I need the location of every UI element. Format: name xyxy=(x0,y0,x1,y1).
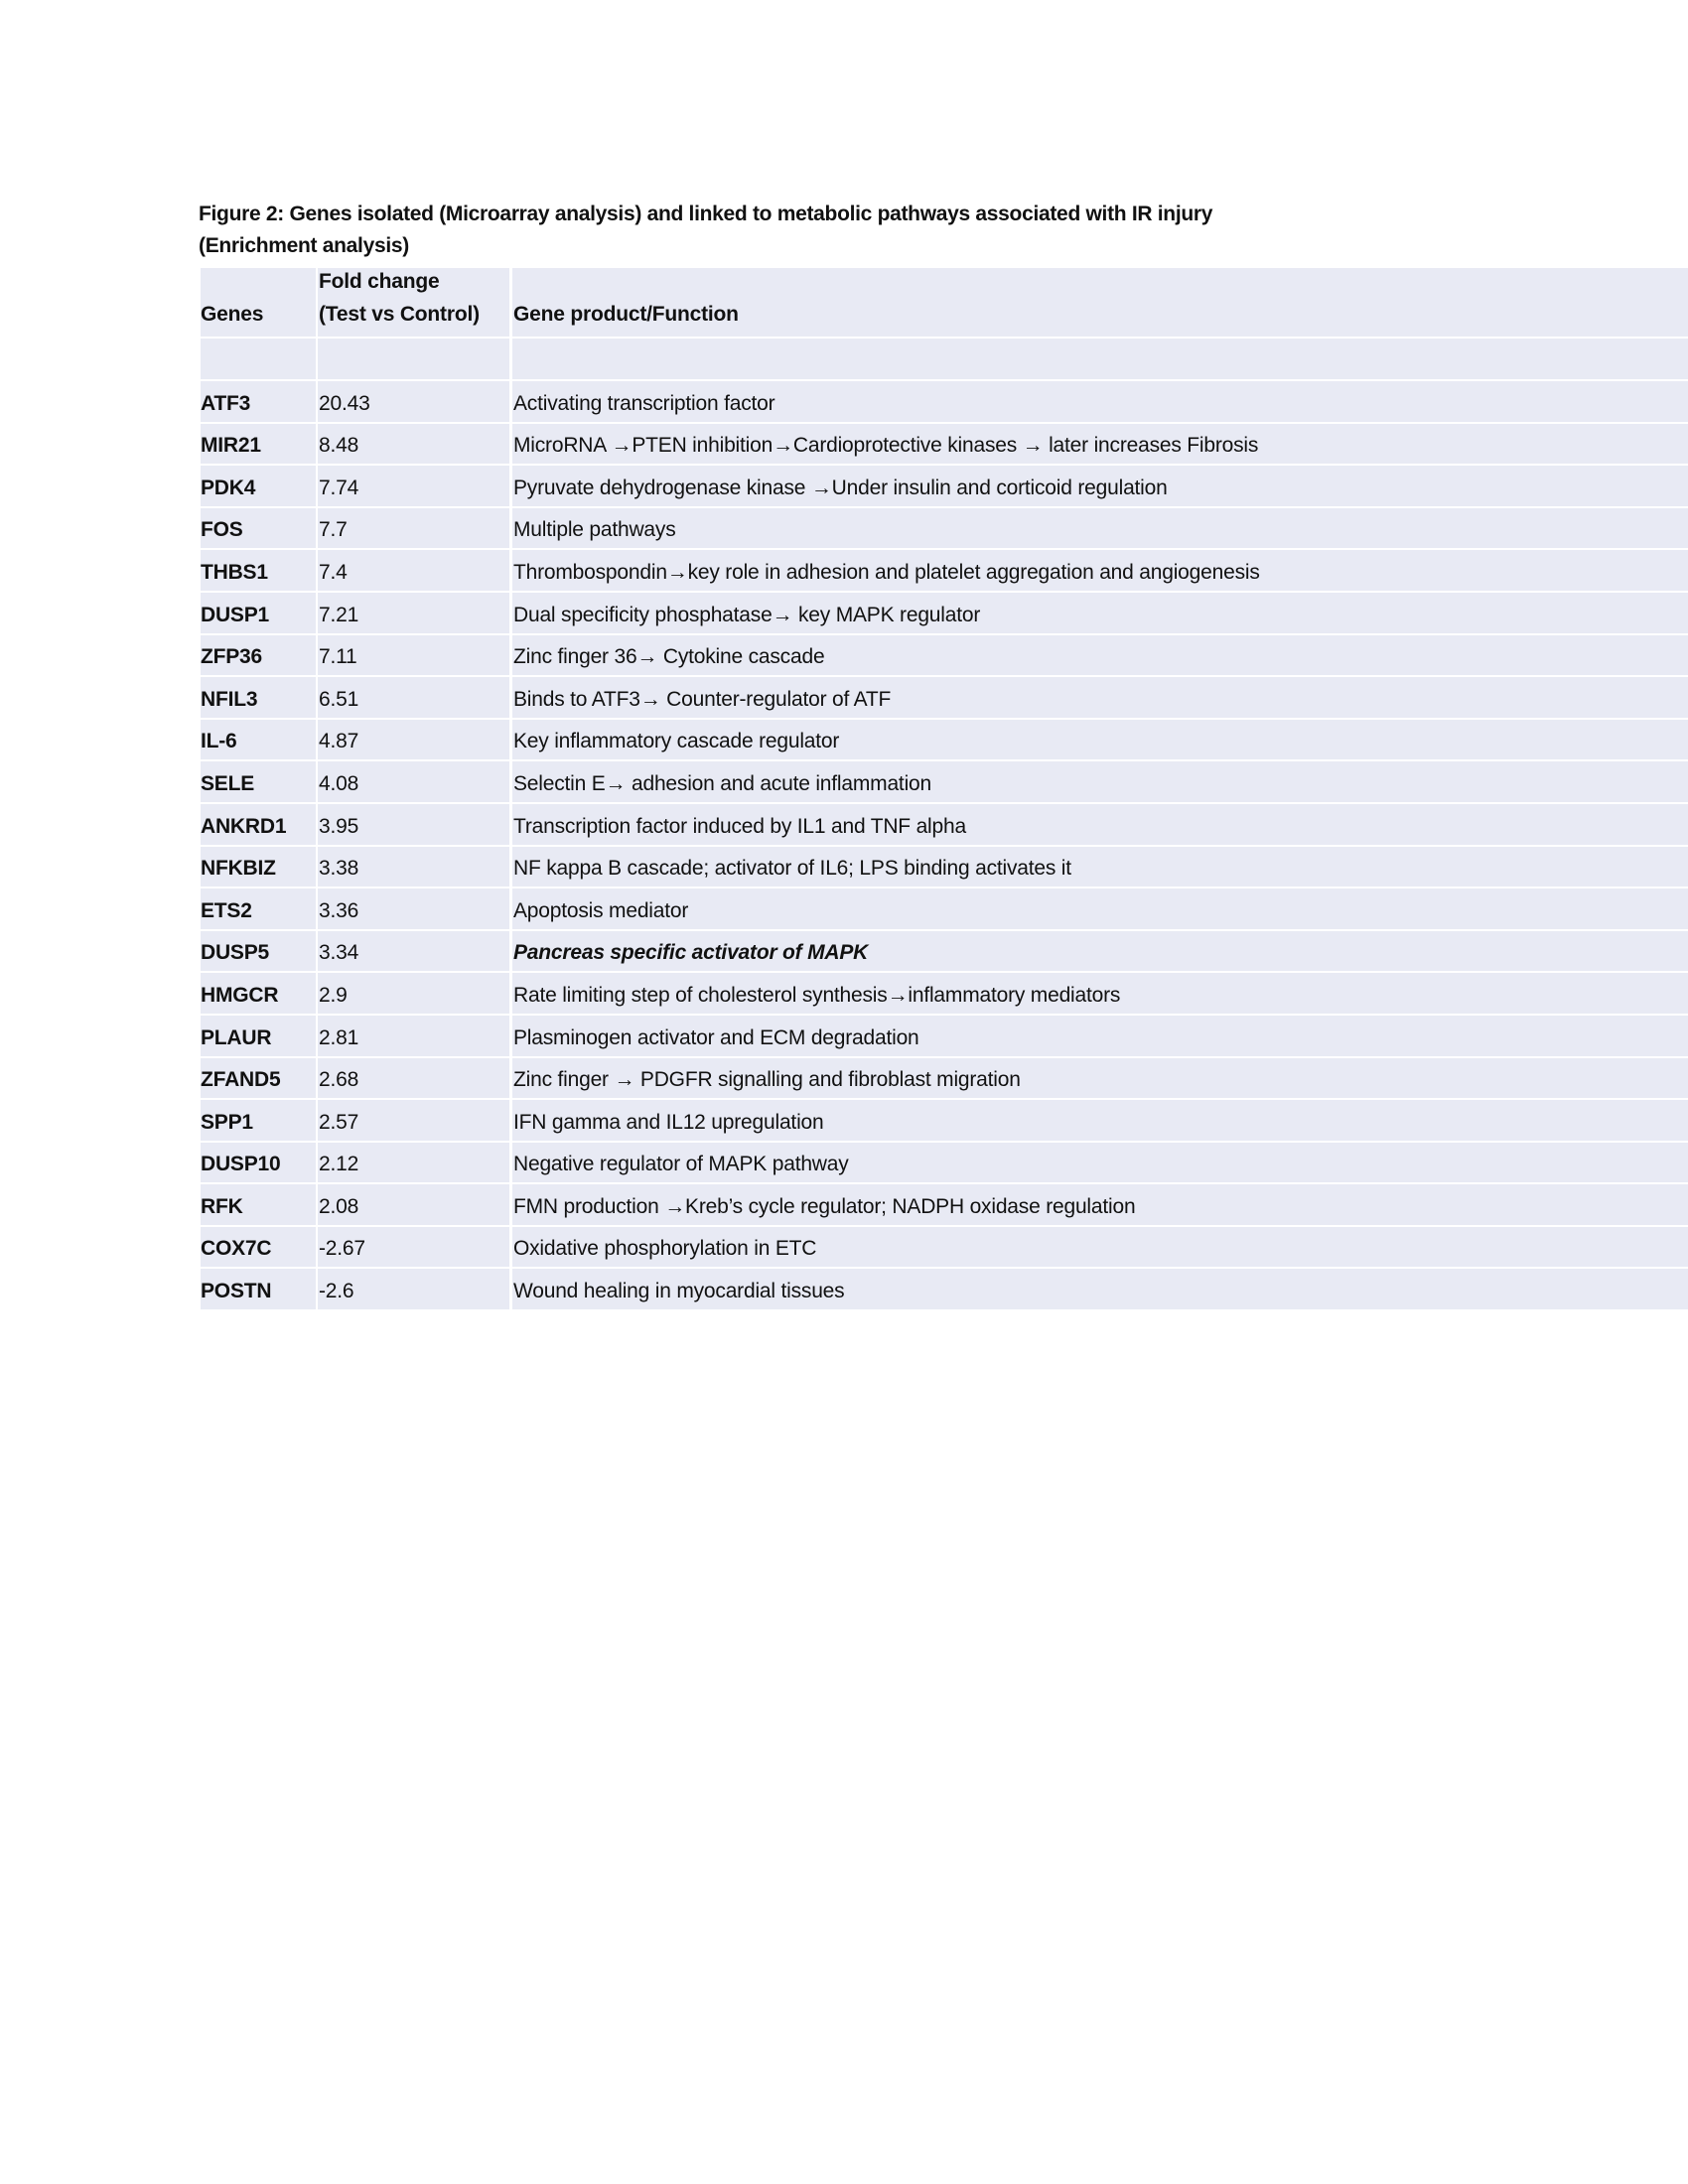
fold-change-cell: -2.6 xyxy=(318,1269,509,1309)
table-row xyxy=(201,1269,1688,1309)
figure-title xyxy=(199,199,1638,262)
function-cell: Rate limiting step of cholesterol synthesis→inflammatory mediators xyxy=(512,973,1688,1014)
function-cell: Zinc finger → PDGFR signalling and fibroblast migration xyxy=(512,1058,1688,1099)
table-row xyxy=(201,931,1688,972)
table-row xyxy=(201,804,1688,845)
table-row xyxy=(201,635,1688,676)
gene-cell: POSTN xyxy=(201,1269,316,1309)
header-function: Gene product/Function xyxy=(512,268,1688,337)
fold-change-cell: 3.34 xyxy=(318,931,509,972)
table-header-row xyxy=(201,268,1688,337)
table-row xyxy=(201,424,1688,465)
function-cell: Zinc finger 36→ Cytokine cascade xyxy=(512,635,1688,676)
header-fold-line1: Fold change xyxy=(319,270,440,293)
gene-cell: COX7C xyxy=(201,1227,316,1268)
gene-cell: DUSP5 xyxy=(201,931,316,972)
fold-change-cell: -2.67 xyxy=(318,1227,509,1268)
table-row xyxy=(201,593,1688,633)
table-row xyxy=(201,381,1688,422)
function-cell: Multiple pathways xyxy=(512,508,1688,549)
function-cell: Key inflammatory cascade regulator xyxy=(512,720,1688,760)
gene-cell: ETS2 xyxy=(201,888,316,929)
function-cell: Negative regulator of MAPK pathway xyxy=(512,1143,1688,1183)
fold-change-cell: 2.57 xyxy=(318,1100,509,1141)
fold-change-cell: 2.08 xyxy=(318,1184,509,1225)
fold-change-cell: 4.87 xyxy=(318,720,509,760)
fold-change-cell: 7.7 xyxy=(318,508,509,549)
gene-cell: FOS xyxy=(201,508,316,549)
function-cell: Oxidative phosphorylation in ETC xyxy=(512,1227,1688,1268)
gene-cell: PDK4 xyxy=(201,466,316,506)
gene-cell: ZFAND5 xyxy=(201,1058,316,1099)
gene-cell: SELE xyxy=(201,761,316,802)
figure-title-line2: (Enrichment analysis) xyxy=(199,234,409,257)
fold-change-cell: 4.08 xyxy=(318,761,509,802)
table-empty-row xyxy=(201,339,1688,379)
fold-change-cell: 8.48 xyxy=(318,424,509,465)
function-cell: Dual specificity phosphatase→ key MAPK regulator xyxy=(512,593,1688,633)
gene-cell: DUSP10 xyxy=(201,1143,316,1183)
empty-cell xyxy=(512,339,1688,379)
header-genes: Genes xyxy=(201,268,316,337)
table-body xyxy=(201,381,1688,1309)
fold-change-cell: 7.74 xyxy=(318,466,509,506)
fold-change-cell: 7.11 xyxy=(318,635,509,676)
table-row xyxy=(201,508,1688,549)
function-cell: IFN gamma and IL12 upregulation xyxy=(512,1100,1688,1141)
gene-cell: PLAUR xyxy=(201,1016,316,1056)
header-fold-line2: (Test vs Control) xyxy=(319,303,480,326)
gene-cell: ZFP36 xyxy=(201,635,316,676)
fold-change-cell: 2.81 xyxy=(318,1016,509,1056)
table-row xyxy=(201,1227,1688,1268)
gene-cell: THBS1 xyxy=(201,550,316,591)
table-row xyxy=(201,677,1688,718)
function-cell: Pancreas specific activator of MAPK xyxy=(512,931,1688,972)
function-cell: Pyruvate dehydrogenase kinase →Under insulin and corticoid regulation xyxy=(512,466,1688,506)
table-row xyxy=(201,466,1688,506)
header-fold-change xyxy=(318,268,509,337)
empty-cell xyxy=(201,339,316,379)
table-row xyxy=(201,888,1688,929)
gene-cell: DUSP1 xyxy=(201,593,316,633)
fold-change-cell: 2.12 xyxy=(318,1143,509,1183)
gene-cell: ATF3 xyxy=(201,381,316,422)
table-row xyxy=(201,1100,1688,1141)
table-row xyxy=(201,973,1688,1014)
fold-change-cell: 3.38 xyxy=(318,847,509,887)
function-cell: Binds to ATF3→ Counter-regulator of ATF xyxy=(512,677,1688,718)
table-row xyxy=(201,550,1688,591)
table-row xyxy=(201,847,1688,887)
table-row xyxy=(201,761,1688,802)
gene-cell: IL-6 xyxy=(201,720,316,760)
table-row xyxy=(201,720,1688,760)
function-cell: Plasminogen activator and ECM degradation xyxy=(512,1016,1688,1056)
function-cell: NF kappa B cascade; activator of IL6; LPS binding activates it xyxy=(512,847,1688,887)
function-cell: MicroRNA →PTEN inhibition→Cardioprotective kinases → later increases Fibrosis xyxy=(512,424,1688,465)
table-row xyxy=(201,1016,1688,1056)
fold-change-cell: 3.36 xyxy=(318,888,509,929)
figure-title-line1: Figure 2: Genes isolated (Microarray analysis) and linked to metabolic pathways associated with IR injury xyxy=(199,203,1213,225)
fold-change-cell: 7.21 xyxy=(318,593,509,633)
gene-cell: NFKBIZ xyxy=(201,847,316,887)
gene-cell: MIR21 xyxy=(201,424,316,465)
fold-change-cell: 2.9 xyxy=(318,973,509,1014)
genes-table xyxy=(201,268,1688,1311)
gene-cell: HMGCR xyxy=(201,973,316,1014)
gene-cell: RFK xyxy=(201,1184,316,1225)
table-row xyxy=(201,1143,1688,1183)
fold-change-cell: 3.95 xyxy=(318,804,509,845)
function-cell: FMN production →Kreb’s cycle regulator; NADPH oxidase regulation xyxy=(512,1184,1688,1225)
empty-cell xyxy=(318,339,509,379)
fold-change-cell: 2.68 xyxy=(318,1058,509,1099)
function-cell: Wound healing in myocardial tissues xyxy=(512,1269,1688,1309)
fold-change-cell: 6.51 xyxy=(318,677,509,718)
table-row xyxy=(201,1058,1688,1099)
gene-cell: SPP1 xyxy=(201,1100,316,1141)
function-cell: Thrombospondin→key role in adhesion and platelet aggregation and angiogenesis xyxy=(512,550,1688,591)
fold-change-cell: 7.4 xyxy=(318,550,509,591)
gene-cell: ANKRD1 xyxy=(201,804,316,845)
function-cell: Apoptosis mediator xyxy=(512,888,1688,929)
gene-cell: NFIL3 xyxy=(201,677,316,718)
table-row xyxy=(201,1184,1688,1225)
fold-change-cell: 20.43 xyxy=(318,381,509,422)
function-cell: Selectin E→ adhesion and acute inflammation xyxy=(512,761,1688,802)
function-cell: Transcription factor induced by IL1 and TNF alpha xyxy=(512,804,1688,845)
function-cell: Activating transcription factor xyxy=(512,381,1688,422)
